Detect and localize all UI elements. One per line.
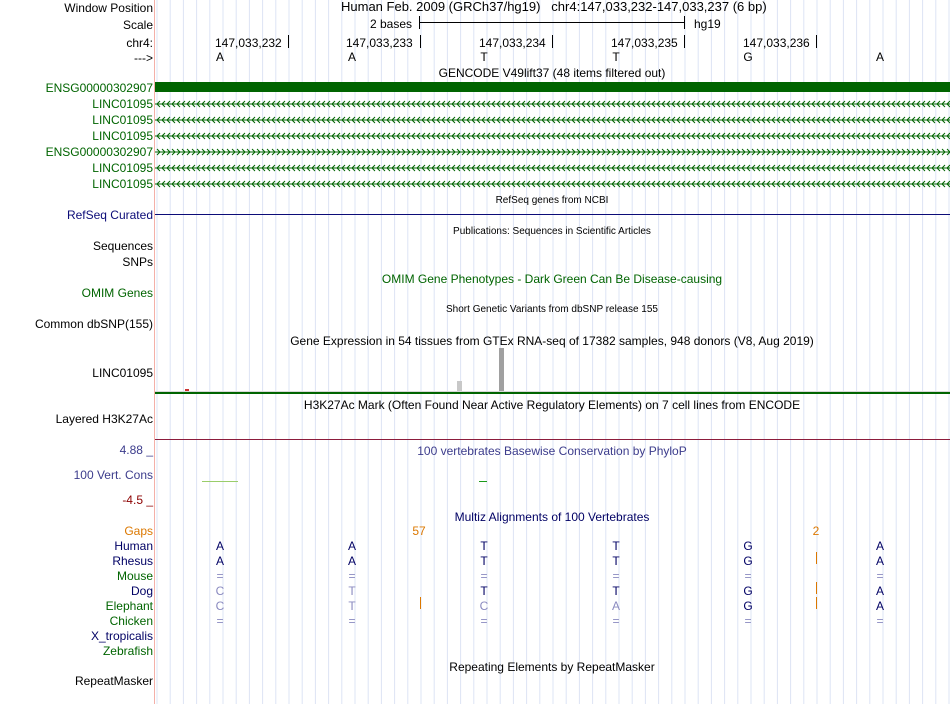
alignment-base: T	[480, 584, 488, 598]
alignment-base: C	[215, 584, 225, 598]
omim-track-title: OMIM Gene Phenotypes - Dark Green Can Be Disease-causing	[381, 272, 723, 286]
alignment-base: T	[612, 554, 620, 568]
ref-base-1: A	[215, 50, 225, 64]
refseq-intron-line[interactable]	[155, 214, 950, 215]
alignment-base: T	[480, 539, 488, 553]
species-label-mouse[interactable]: Mouse	[116, 569, 153, 583]
alignment-base: =	[744, 614, 752, 628]
strand-label: --->	[134, 51, 153, 65]
alignment-base: A	[875, 584, 885, 598]
multiz-track-title: Multiz Alignments of 100 Vertebrates	[454, 510, 650, 524]
phylop-label[interactable]: 100 Vert. Cons	[73, 468, 153, 482]
h3k27ac-label[interactable]: Layered H3K27Ac	[55, 412, 153, 426]
alignment-base: =	[480, 569, 488, 583]
species-label-zebrafish[interactable]: Zebrafish	[102, 644, 153, 658]
gencode-transcripts[interactable]	[155, 96, 950, 192]
gtex-bar-tall[interactable]	[499, 348, 504, 391]
insertion-marker-dog	[816, 582, 817, 594]
window-position-label: Window Position	[64, 1, 153, 15]
alignment-base: A	[875, 554, 885, 568]
gtex-bar-medium[interactable]	[457, 381, 462, 391]
gencode-transcript-3[interactable]	[155, 117, 950, 123]
gencode-transcript-4[interactable]	[155, 133, 950, 139]
alignment-base: =	[216, 569, 224, 583]
alignment-base: A	[347, 554, 357, 568]
gencode-row-label-2[interactable]: LINC01095	[92, 97, 153, 111]
phylop-min-label: -4.5 _	[122, 493, 153, 507]
assembly-name: Human Feb. 2009 (GRCh37/hg19)	[341, 0, 541, 14]
gencode-row-label-5[interactable]: ENSG00000302907	[45, 145, 153, 159]
alignment-base: G	[743, 584, 753, 598]
gencode-exon-block[interactable]	[155, 82, 950, 92]
alignment-base: A	[347, 539, 357, 553]
gencode-row-label-4[interactable]: LINC01095	[92, 129, 153, 143]
coord-5: 147,033,236	[743, 36, 810, 50]
alignment-base: A	[611, 599, 621, 613]
h3k27ac-signal-line[interactable]	[155, 439, 950, 440]
scale-bar	[419, 22, 685, 23]
assembly-title	[341, 0, 767, 14]
species-label-elephant[interactable]: Elephant	[105, 599, 153, 613]
phylop-signal-2[interactable]	[479, 481, 487, 482]
refseq-label[interactable]: RefSeq Curated	[66, 208, 153, 222]
h3k27ac-track-title: H3K27Ac Mark (Often Found Near Active Regulatory Elements) on 7 cell lines from ENCODE	[303, 398, 801, 412]
gencode-row-label-1[interactable]: ENSG00000302907	[45, 81, 153, 95]
species-label-human[interactable]: Human	[114, 539, 153, 553]
snps-label[interactable]: SNPs	[122, 255, 153, 269]
alignment-base: A	[215, 539, 225, 553]
scale-text: 2 bases	[370, 17, 413, 31]
coord-2: 147,033,233	[346, 36, 413, 50]
alignment-base: C	[479, 599, 489, 613]
gaps-label[interactable]: Gaps	[124, 524, 153, 538]
coord-tick-1	[288, 35, 289, 48]
gap-count-1: 57	[412, 524, 426, 538]
coord-tick-2	[420, 35, 421, 48]
alignment-base: T	[348, 599, 356, 613]
alignment-base: A	[875, 539, 885, 553]
alignment-base: T	[612, 584, 620, 598]
phylop-track-title: 100 vertebrates Basewise Conservation by PhyloP	[417, 444, 687, 458]
ref-base-6: A	[875, 50, 885, 64]
coord-4: 147,033,235	[611, 36, 678, 50]
gencode-row-label-6[interactable]: LINC01095	[92, 161, 153, 175]
coord-tick-4	[684, 35, 685, 48]
gencode-transcript-7[interactable]	[155, 181, 950, 187]
gtex-gene-line[interactable]	[155, 392, 950, 394]
alignment-base: G	[743, 599, 753, 613]
coord-3: 147,033,234	[479, 36, 546, 50]
alignment-base: A	[875, 599, 885, 613]
gencode-track-title: GENCODE V49lift37 (48 items filtered out)	[438, 66, 666, 80]
gencode-transcript-6[interactable]	[155, 165, 950, 171]
gtex-track-title: Gene Expression in 54 tissues from GTEx RNA-seq of 17382 samples, 948 donors (V8, Aug 2019)	[290, 334, 814, 348]
gtex-label[interactable]: LINC01095	[92, 366, 153, 380]
alignment-base: T	[348, 584, 356, 598]
alignment-base: =	[876, 614, 884, 628]
scale-bar-right-tick	[684, 16, 685, 29]
alignment-base: =	[876, 569, 884, 583]
species-label-x_tropicalis[interactable]: X_tropicalis	[90, 629, 153, 643]
alignment-base: G	[743, 554, 753, 568]
alignment-base: =	[348, 569, 356, 583]
alignment-base: =	[480, 614, 488, 628]
gencode-transcript-5[interactable]	[155, 149, 950, 155]
alignment-base: A	[215, 554, 225, 568]
chrom-label: chr4:	[126, 36, 153, 50]
ref-base-2: A	[347, 50, 357, 64]
coord-tick-3	[552, 35, 553, 48]
alignment-base: =	[348, 614, 356, 628]
phylop-max-label: 4.88 _	[119, 443, 153, 457]
coord-1: 147,033,232	[215, 36, 282, 50]
alignment-base: =	[216, 614, 224, 628]
ref-base-4: T	[612, 50, 620, 64]
scale-label: Scale	[122, 18, 153, 32]
alignment-base: =	[744, 569, 752, 583]
publications-track-title: Publications: Sequences in Scientific Articles	[453, 226, 651, 237]
repeatmasker-label[interactable]: RepeatMasker	[74, 674, 153, 688]
insertion-marker-elephant-2	[816, 597, 817, 609]
insertion-marker-elephant-1	[420, 597, 421, 609]
alignment-base: T	[480, 554, 488, 568]
phylop-signal-1[interactable]	[202, 481, 238, 482]
omim-label[interactable]: OMIM Genes	[81, 286, 153, 300]
alignment-base: =	[612, 614, 620, 628]
gap-count-2: 2	[812, 524, 820, 538]
species-label-chicken[interactable]: Chicken	[109, 614, 153, 628]
position-readout: chr4:147,033,232-147,033,237 (6 bp)	[551, 0, 767, 14]
dbsnp-label[interactable]: Common dbSNP(155)	[34, 317, 153, 331]
species-label-rhesus[interactable]: Rhesus	[112, 554, 153, 568]
alignment-base: C	[215, 599, 225, 613]
insertion-marker-rhesus	[816, 552, 817, 564]
species-label-dog[interactable]: Dog	[130, 584, 153, 598]
ref-base-5: G	[743, 50, 753, 64]
gencode-row-label-3[interactable]: LINC01095	[92, 113, 153, 127]
dbsnp-track-title: Short Genetic Variants from dbSNP release 155	[446, 304, 658, 315]
sequences-label[interactable]: Sequences	[92, 239, 153, 253]
repeatmasker-track-title: Repeating Elements by RepeatMasker	[449, 660, 655, 674]
scale-db: hg19	[694, 17, 721, 31]
coord-tick-5	[816, 35, 817, 48]
gencode-row-label-7[interactable]: LINC01095	[92, 177, 153, 191]
gencode-transcript-2[interactable]	[155, 101, 950, 107]
alignment-base: T	[612, 539, 620, 553]
refseq-track-title: RefSeq genes from NCBI	[495, 195, 609, 206]
alignment-base: G	[743, 539, 753, 553]
ref-base-3: T	[480, 50, 488, 64]
alignment-base: =	[612, 569, 620, 583]
